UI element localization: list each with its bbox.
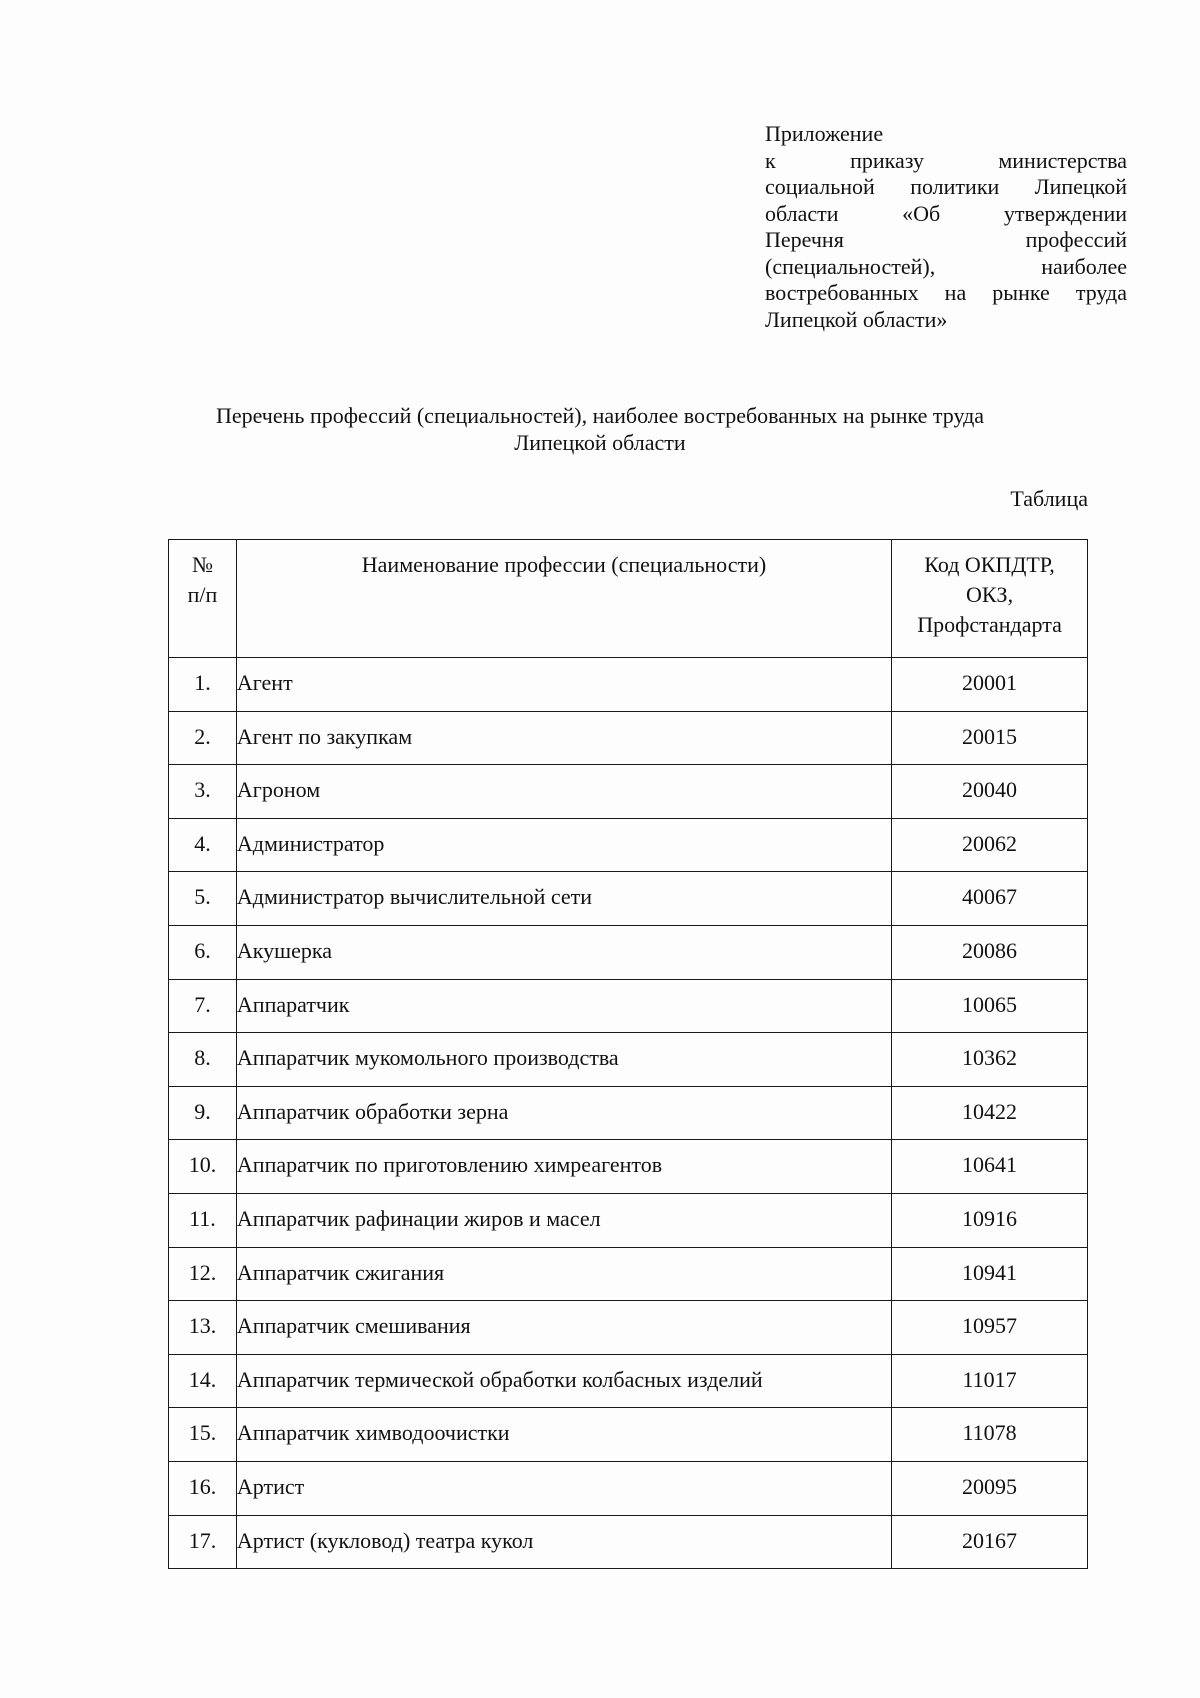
row-number: 17.	[169, 1515, 237, 1569]
row-profession: Аппаратчик рафинации жиров и масел	[236, 1193, 891, 1247]
row-profession: Аппаратчик обработки зерна	[236, 1086, 891, 1140]
row-number: 1.	[169, 658, 237, 712]
header-code-line: Код ОКПДТР,	[924, 552, 1055, 577]
table-row	[169, 979, 1088, 1033]
header-code	[892, 540, 1088, 658]
table-row	[169, 1515, 1088, 1569]
row-number: 15.	[169, 1408, 237, 1462]
appendix-line: (специальностей), наиболее	[765, 253, 1127, 279]
table-row	[169, 1461, 1088, 1515]
appendix-line: Липецкой области»	[765, 306, 948, 332]
row-number: 12.	[169, 1247, 237, 1301]
row-code: 10422	[892, 1086, 1088, 1140]
row-code: 20015	[892, 711, 1088, 765]
appendix-block	[765, 121, 1127, 333]
row-number: 2.	[169, 711, 237, 765]
appendix-line: Приложение	[765, 121, 884, 146]
row-profession: Аппаратчик химводоочистки	[236, 1408, 891, 1462]
row-number: 16.	[169, 1461, 237, 1515]
table-row	[169, 1354, 1088, 1408]
row-number: 3.	[169, 765, 237, 819]
header-number-abbr: п/п	[187, 582, 218, 607]
row-profession: Агент	[236, 658, 891, 712]
document-title-line: Липецкой области	[514, 430, 686, 455]
header-number	[169, 540, 237, 658]
row-profession: Администратор	[236, 818, 891, 872]
header-code-line: ОКЗ,	[965, 582, 1014, 607]
row-profession: Аппаратчик мукомольного производства	[236, 1033, 891, 1087]
table-row	[169, 1301, 1088, 1355]
row-profession: Аппаратчик смешивания	[236, 1301, 891, 1355]
row-number: 9.	[169, 1086, 237, 1140]
header-number-symbol: №	[191, 552, 213, 577]
table-row	[169, 711, 1088, 765]
row-number: 5.	[169, 872, 237, 926]
row-profession: Артист (кукловод) театра кукол	[236, 1515, 891, 1569]
header-name-label: Наименование профессии (специальности)	[361, 552, 767, 577]
row-number: 7.	[169, 979, 237, 1033]
table-row	[169, 1033, 1088, 1087]
row-profession: Агроном	[236, 765, 891, 819]
row-code: 11078	[892, 1408, 1088, 1462]
row-number: 14.	[169, 1354, 237, 1408]
appendix-line: востребованных на рынке труда	[765, 280, 1127, 305]
row-code: 10641	[892, 1140, 1088, 1194]
document-title	[150, 402, 1050, 456]
row-code: 20040	[892, 765, 1088, 819]
row-code: 10362	[892, 1033, 1088, 1087]
row-profession: Аппаратчик	[236, 979, 891, 1033]
row-profession: Администратор вычислительной сети	[236, 872, 891, 926]
table-row	[169, 658, 1088, 712]
table-row	[169, 1408, 1088, 1462]
row-code: 20167	[892, 1515, 1088, 1569]
table-row	[169, 872, 1088, 926]
row-profession: Аппаратчик термической обработки колбасных изделий	[236, 1354, 891, 1408]
appendix-line: Перечня профессий	[765, 227, 1127, 252]
row-profession: Артист	[236, 1461, 891, 1515]
row-number: 10.	[169, 1140, 237, 1194]
row-profession: Агент по закупкам	[236, 711, 891, 765]
row-profession: Аппаратчик сжигания	[236, 1247, 891, 1301]
row-code: 11017	[892, 1354, 1088, 1408]
appendix-line: социальной политики Липецкой	[765, 174, 1127, 199]
table-row	[169, 1193, 1088, 1247]
table-row	[169, 765, 1088, 819]
row-profession: Аппаратчик по приготовлению химреагентов	[236, 1140, 891, 1194]
row-code: 10957	[892, 1301, 1088, 1355]
row-number: 6.	[169, 925, 237, 979]
row-code: 10941	[892, 1247, 1088, 1301]
table-header-row	[169, 540, 1088, 658]
header-code-line: Профстандарта	[917, 612, 1062, 637]
row-code: 20001	[892, 658, 1088, 712]
row-number: 11.	[169, 1193, 237, 1247]
row-profession: Акушерка	[236, 925, 891, 979]
appendix-line: области «Об утверждении	[765, 200, 1127, 226]
table-row	[169, 818, 1088, 872]
appendix-line: к приказу министерства	[765, 147, 1127, 173]
professions-table	[168, 539, 1088, 1569]
row-number: 13.	[169, 1301, 237, 1355]
table-row	[169, 1247, 1088, 1301]
table-label: Таблица	[1010, 486, 1088, 511]
row-number: 4.	[169, 818, 237, 872]
row-code: 10065	[892, 979, 1088, 1033]
document-title-line: Перечень профессий (специальностей), наиболее востребованных на рынке труда	[215, 403, 985, 428]
row-code: 40067	[892, 872, 1088, 926]
header-name	[236, 540, 891, 658]
table-row	[169, 1140, 1088, 1194]
table-row	[169, 925, 1088, 979]
row-code: 10916	[892, 1193, 1088, 1247]
row-code: 20095	[892, 1461, 1088, 1515]
table-row	[169, 1086, 1088, 1140]
row-code: 20062	[892, 818, 1088, 872]
row-number: 8.	[169, 1033, 237, 1087]
row-code: 20086	[892, 925, 1088, 979]
